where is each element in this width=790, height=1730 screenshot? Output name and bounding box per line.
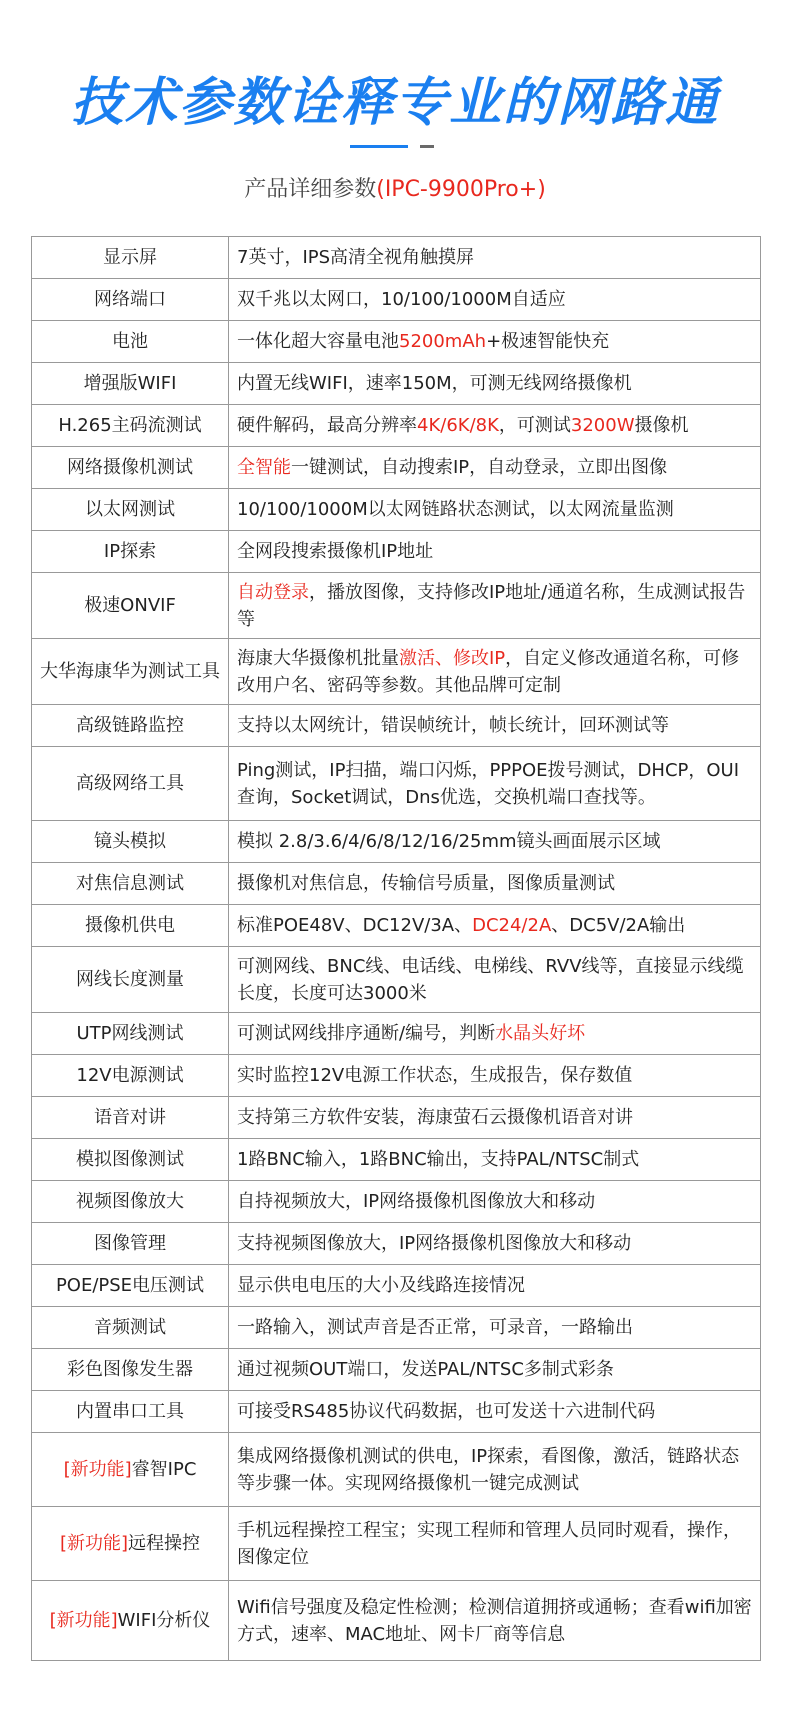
spec-desc — [229, 573, 761, 639]
spec-desc-text: 手机远程操控工程宝；实现工程师和管理人员同时观看，操作，图像定位 — [237, 1519, 741, 1568]
spec-desc — [229, 1265, 761, 1307]
spec-name-text: [新功能] — [49, 1610, 118, 1631]
spec-row — [32, 321, 761, 363]
spec-name — [32, 1223, 229, 1265]
spec-desc-text: 摄像机 — [634, 415, 689, 436]
spec-desc-text: Wifi信号强度及稳定性检测；检测信道拥挤或通畅；查看wifi加密方式，速率、MAC地址、网卡厂商等信息 — [237, 1596, 752, 1645]
spec-desc-text: 通过视频OUT端口，发送PAL/NTSC多制式彩条 — [237, 1359, 614, 1380]
spec-desc-text: 内置无线WIFI，速率150M，可测无线网络摄像机 — [237, 373, 632, 394]
spec-name-text: 12V电源测试 — [76, 1065, 184, 1086]
page-subtitle — [0, 172, 790, 203]
spec-row — [32, 1055, 761, 1097]
spec-name-text: 网线长度测量 — [76, 969, 184, 990]
spec-row — [32, 639, 761, 705]
subtitle-model: (IPC-9900Pro+) — [376, 177, 546, 202]
spec-desc-text: 可接受RS485协议代码数据，也可发送十六进制代码 — [237, 1401, 656, 1422]
spec-row — [32, 1265, 761, 1307]
spec-name-text: 网络摄像机测试 — [67, 457, 193, 478]
spec-table-body — [32, 237, 761, 1661]
spec-name — [32, 1181, 229, 1223]
spec-desc-text: 7英寸，IPS高清全视角触摸屏 — [237, 247, 475, 268]
spec-name — [32, 1265, 229, 1307]
spec-row — [32, 363, 761, 405]
spec-desc-text: 模拟 2.8/3.6/4/6/8/12/16/25mm镜头画面展示区域 — [237, 831, 661, 852]
spec-desc-text: DC24/2A — [472, 915, 552, 936]
spec-desc — [229, 639, 761, 705]
spec-row — [32, 905, 761, 947]
spec-desc — [229, 1581, 761, 1661]
spec-desc — [229, 947, 761, 1013]
spec-row — [32, 1013, 761, 1055]
spec-row — [32, 821, 761, 863]
spec-name — [32, 1391, 229, 1433]
spec-name-text: H.265主码流测试 — [58, 415, 202, 436]
spec-desc-text: ，播放图像，支持修改IP地址/通道名称，生成测试报告等 — [237, 581, 746, 630]
spec-name — [32, 531, 229, 573]
spec-name-text: 睿智IPC — [131, 1459, 197, 1480]
spec-desc — [229, 1097, 761, 1139]
spec-name — [32, 1307, 229, 1349]
spec-name — [32, 363, 229, 405]
spec-name-text: UTP网线测试 — [76, 1023, 184, 1044]
spec-row — [32, 705, 761, 747]
spec-name-text: [新功能] — [59, 1533, 129, 1554]
spec-name-text: 增强版WIFI — [83, 373, 177, 394]
spec-desc-text: 实时监控12V电源工作状态，生成报告，保存数值 — [237, 1065, 633, 1086]
spec-desc-text: 自持视频放大，IP网络摄像机图像放大和移动 — [237, 1191, 596, 1212]
spec-desc-text: 硬件解码，最高分辨率 — [237, 415, 417, 436]
spec-name-text: 显示屏 — [103, 247, 157, 268]
spec-name-text: 彩色图像发生器 — [67, 1359, 193, 1380]
spec-name — [32, 905, 229, 947]
spec-name — [32, 573, 229, 639]
subtitle-prefix: 产品详细参数 — [244, 177, 377, 202]
spec-row — [32, 1507, 761, 1581]
spec-name-text: 对焦信息测试 — [76, 873, 184, 894]
spec-desc — [229, 1139, 761, 1181]
spec-row — [32, 447, 761, 489]
spec-name — [32, 237, 229, 279]
spec-desc-text: 水晶头好坏 — [495, 1023, 586, 1044]
spec-desc-text: 全网段搜索摄像机IP地址 — [237, 541, 434, 562]
page-title: 技术参数诠释专业的网路通 — [70, 73, 719, 133]
spec-row — [32, 1391, 761, 1433]
spec-name — [32, 1349, 229, 1391]
spec-desc — [229, 1055, 761, 1097]
spec-desc — [229, 363, 761, 405]
spec-desc-text: ，可测试 — [498, 415, 571, 436]
title-accent-dash — [420, 145, 434, 148]
spec-name — [32, 1507, 229, 1581]
spec-desc-text: 支持视频图像放大，IP网络摄像机图像放大和移动 — [237, 1233, 632, 1254]
spec-name — [32, 405, 229, 447]
spec-name-text: POE/PSE电压测试 — [55, 1275, 205, 1296]
spec-name-text: 图像管理 — [94, 1233, 166, 1254]
spec-desc-text: 5200mAh — [399, 331, 487, 352]
spec-desc — [229, 489, 761, 531]
spec-name-text: 高级网络工具 — [76, 773, 184, 794]
spec-desc — [229, 405, 761, 447]
spec-name-text: 音频测试 — [94, 1317, 166, 1338]
spec-desc-text: 一键测试，自动搜索IP，自动登录，立即出图像 — [291, 457, 668, 478]
spec-desc — [229, 447, 761, 489]
spec-row — [32, 531, 761, 573]
spec-name-text: 摄像机供电 — [85, 915, 175, 936]
spec-desc-text: 3200W — [570, 415, 635, 436]
spec-desc — [229, 279, 761, 321]
spec-desc-text: 1路BNC输入，1路BNC输出，支持PAL/NTSC制式 — [237, 1149, 640, 1170]
spec-name-text: 电池 — [112, 331, 148, 352]
spec-desc — [229, 531, 761, 573]
spec-desc-text: 双千兆以太网口，10/100/1000M自适应 — [237, 289, 566, 310]
spec-name — [32, 1433, 229, 1507]
spec-name — [32, 1013, 229, 1055]
spec-desc-text: 全智能 — [237, 457, 291, 478]
spec-desc-text: 激活、修改IP — [399, 647, 506, 669]
spec-name — [32, 1581, 229, 1661]
spec-desc — [229, 705, 761, 747]
spec-row — [32, 1581, 761, 1661]
spec-row — [32, 489, 761, 531]
spec-desc-text: 一体化超大容量电池 — [237, 331, 399, 352]
spec-desc-text: 海康大华摄像机批量 — [237, 647, 399, 669]
spec-name — [32, 489, 229, 531]
spec-desc-text: 集成网络摄像机测试的供电，IP探索，看图像，激活，链路状态等步骤一体。实现网络摄像机一键完成测试 — [237, 1445, 740, 1494]
spec-desc-text: 支持第三方软件安装，海康萤石云摄像机语音对讲 — [237, 1107, 633, 1128]
spec-name — [32, 821, 229, 863]
spec-name-text: 语音对讲 — [94, 1107, 166, 1128]
spec-name-text: IP探索 — [103, 541, 157, 562]
spec-table — [31, 236, 761, 1661]
spec-desc-text: 一路输入，测试声音是否正常，可录音，一路输出 — [237, 1317, 633, 1338]
spec-name-text: [新功能] — [63, 1459, 132, 1480]
spec-name-text: 模拟图像测试 — [76, 1149, 184, 1170]
spec-row — [32, 747, 761, 821]
spec-name — [32, 321, 229, 363]
spec-desc — [229, 1181, 761, 1223]
spec-desc — [229, 1013, 761, 1055]
spec-desc-text: 标准POE48V、DC12V/3A、 — [237, 915, 473, 936]
spec-name — [32, 279, 229, 321]
spec-name-text: 网络端口 — [94, 289, 166, 310]
spec-desc — [229, 747, 761, 821]
spec-desc — [229, 321, 761, 363]
spec-desc-text: 10/100/1000M以太网链路状态测试，以太网流量监测 — [237, 499, 674, 520]
spec-desc-text: ，自定义修改通道名称，可修改用户名、密码等参数。其他品牌可定制 — [237, 647, 740, 696]
spec-row — [32, 863, 761, 905]
spec-name — [32, 863, 229, 905]
spec-desc — [229, 1391, 761, 1433]
spec-name-text: 远程操控 — [128, 1533, 201, 1554]
spec-row — [32, 573, 761, 639]
spec-name-text: 视频图像放大 — [76, 1191, 184, 1212]
spec-name — [32, 947, 229, 1013]
spec-desc — [229, 821, 761, 863]
spec-name-text: 以太网测试 — [85, 499, 175, 520]
spec-desc — [229, 1349, 761, 1391]
spec-desc — [229, 1307, 761, 1349]
spec-row — [32, 1349, 761, 1391]
spec-desc — [229, 1507, 761, 1581]
spec-desc — [229, 863, 761, 905]
spec-desc-text: 、DC5V/2A输出 — [551, 915, 686, 936]
spec-name-text: 高级链路监控 — [76, 715, 184, 736]
spec-row — [32, 1097, 761, 1139]
spec-desc-text: 支持以太网统计，错误帧统计，帧长统计，回环测试等 — [237, 715, 669, 736]
spec-row — [32, 405, 761, 447]
spec-name-text: WIFI分析仪 — [117, 1610, 211, 1631]
spec-row — [32, 279, 761, 321]
spec-name — [32, 747, 229, 821]
spec-row — [32, 1307, 761, 1349]
spec-name — [32, 1097, 229, 1139]
spec-row — [32, 1139, 761, 1181]
spec-desc-text: 可测网线、BNC线、电话线、电梯线、RVV线等，直接显示线缆长度，长度可达3000米 — [237, 955, 744, 1004]
spec-row — [32, 1433, 761, 1507]
spec-row — [32, 947, 761, 1013]
spec-desc-text: +极速智能快充 — [486, 331, 610, 352]
spec-desc-text: 显示供电电压的大小及线路连接情况 — [237, 1275, 525, 1296]
spec-name — [32, 1055, 229, 1097]
spec-row — [32, 237, 761, 279]
spec-name — [32, 639, 229, 705]
spec-desc — [229, 237, 761, 279]
spec-name — [32, 447, 229, 489]
spec-name-text: 极速ONVIF — [84, 595, 176, 616]
title-accent-bar — [350, 145, 408, 148]
spec-desc-text: 自动登录 — [237, 581, 309, 603]
spec-name-text: 镜头模拟 — [94, 831, 166, 852]
spec-name — [32, 705, 229, 747]
spec-name — [32, 1139, 229, 1181]
spec-desc-text: Ping测试，IP扫描，端口闪烁，PPPOE拨号测试，DHCP，OUI查询，Socket调试，Dns优选，交换机端口查找等。 — [237, 759, 740, 808]
spec-row — [32, 1223, 761, 1265]
spec-row — [32, 1181, 761, 1223]
spec-desc — [229, 905, 761, 947]
spec-desc — [229, 1433, 761, 1507]
spec-desc-text: 4K/6K/8K — [417, 415, 499, 436]
spec-name-text: 内置串口工具 — [76, 1401, 184, 1422]
spec-desc-text: 可测试网线排序通断/编号，判断 — [237, 1023, 496, 1044]
spec-name-text: 大华海康华为测试工具 — [40, 661, 220, 682]
spec-desc — [229, 1223, 761, 1265]
spec-desc-text: 摄像机对焦信息，传输信号质量，图像质量测试 — [237, 873, 615, 894]
